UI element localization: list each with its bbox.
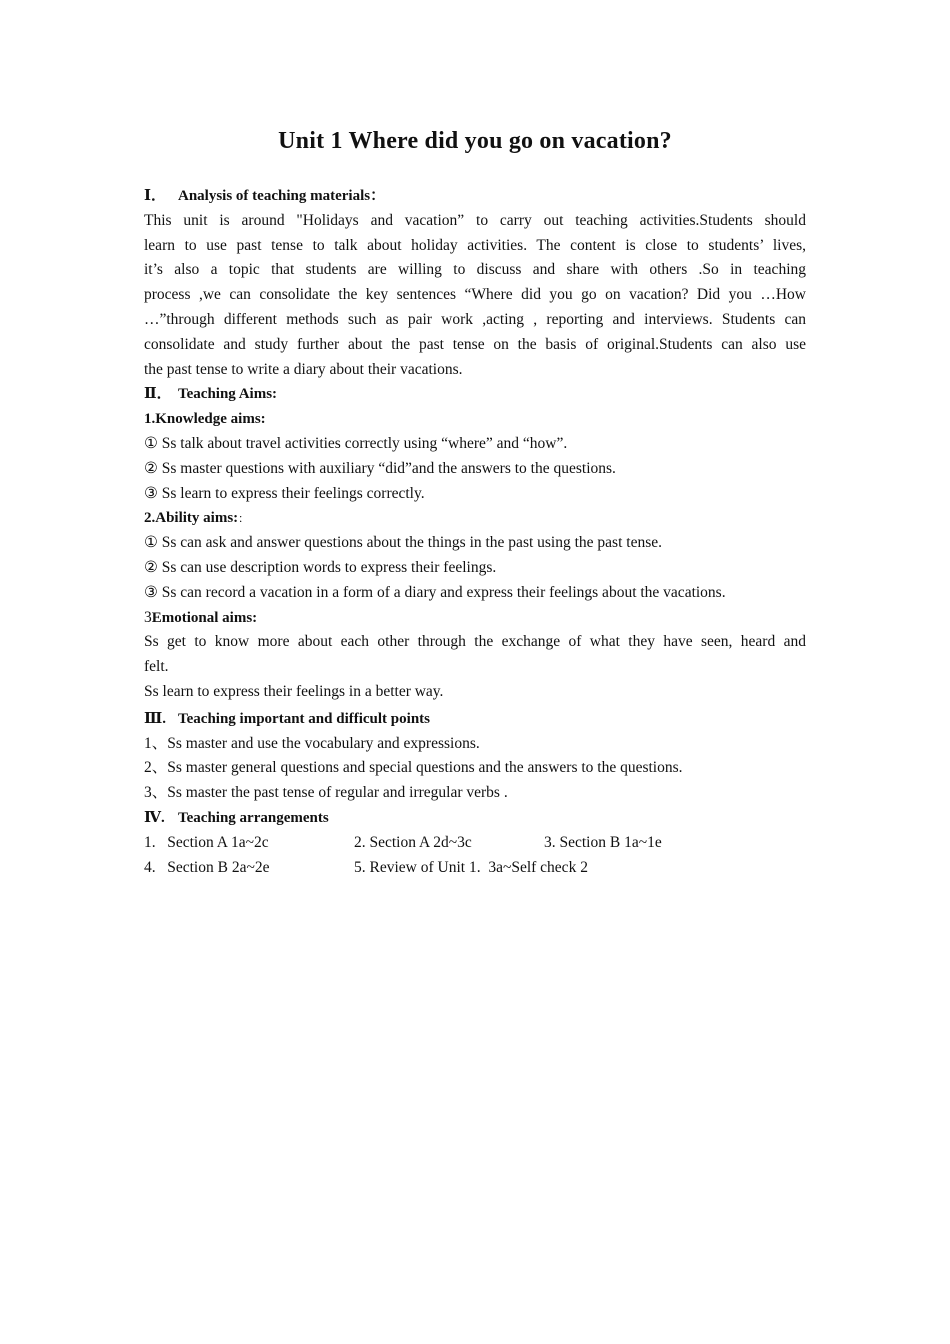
paragraph-line: the past tense to write a diary about their vacations. xyxy=(144,360,463,378)
section-2-heading xyxy=(144,382,806,407)
emotional-aims-heading: Emotional aims: xyxy=(151,609,258,626)
paragraph-line: …”through different methods such as pair work ,acting , reporting and interviews. Students can xyxy=(144,310,806,328)
section-3-heading xyxy=(144,707,806,732)
list-item: ③ Ss learn to express their feelings correctly. xyxy=(144,484,425,502)
emotional-aims-heading-row xyxy=(144,606,806,631)
paragraph-line: process ,we can consolidate the key sentences “Where did you go on vacation? Did you …How xyxy=(144,286,806,304)
page-title: Unit 1 Where did you go on vacation? xyxy=(278,128,672,154)
section-4-title: Teaching arrangements xyxy=(178,809,329,826)
list-item: ③ Ss can record a vacation in a form of a diary and express their feelings about the vacations. xyxy=(144,583,726,601)
list-item: 2、Ss master general questions and special questions and the answers to the questions. xyxy=(144,759,683,777)
list-item: ① Ss can ask and answer questions about the things in the past using the past tense. xyxy=(144,534,662,552)
paragraph-line: Ss learn to express their feelings in a better way. xyxy=(144,682,444,700)
paragraph-line: felt. xyxy=(144,658,169,676)
paragraph-line: it’s also a topic that students are willing to discuss and share with others .So in teaching xyxy=(144,261,806,279)
paragraph-line: consolidate and study further about the past tense on the basis of original.Students can also use xyxy=(144,335,806,353)
emotional-aims-number: 3 xyxy=(144,608,152,626)
section-2-numeral: Ⅱ． xyxy=(144,386,172,403)
section-4-heading xyxy=(144,806,806,831)
paragraph-line: This unit is around "Holidays and vacation” to carry out teaching activities.Students should xyxy=(144,211,806,229)
arrangement-item: 4. Section B 2a~2e xyxy=(144,858,270,876)
arrangement-item: 5. Review of Unit 1. 3a~Self check 2 xyxy=(354,858,588,876)
paragraph-line: Ss get to know more about each other through the exchange of what they have seen, heard and xyxy=(144,633,806,651)
list-item: 1、Ss master and use the vocabulary and expressions. xyxy=(144,734,480,752)
ability-aims-heading: 2.Ability aims: xyxy=(144,510,239,527)
section-3-title: Teaching important and difficult points xyxy=(178,710,430,727)
ability-aims-heading-row xyxy=(144,506,806,531)
document-body xyxy=(144,184,806,880)
list-item: ① Ss talk about travel activities correctly using “where” and “how”. xyxy=(144,434,568,452)
section-2-title: Teaching Aims: xyxy=(178,386,278,403)
paragraph-line: learn to use past tense to talk about holiday activities. The content is close to students’ lives, xyxy=(144,236,806,254)
section-4-numeral: Ⅳ. xyxy=(144,809,165,826)
list-item: 3、Ss master the past tense of regular and irregular verbs . xyxy=(144,784,508,802)
ability-aims-suffix: ： xyxy=(238,513,250,526)
list-item: ② Ss can use description words to express their feelings. xyxy=(144,558,497,576)
arrangement-item: 2. Section A 2d~3c xyxy=(354,833,472,851)
arrangement-item: 1. Section A 1a~2c xyxy=(144,833,269,851)
arrangement-row xyxy=(144,856,806,881)
arrangement-item: 3. Section B 1a~1e xyxy=(544,833,662,851)
section-1-numeral: Ⅰ． xyxy=(144,188,167,204)
knowledge-aims-heading: 1.Knowledge aims: xyxy=(144,411,266,428)
section-1-heading xyxy=(144,184,806,209)
section-1-title: Analysis of teaching materials： xyxy=(178,188,386,204)
arrangement-row xyxy=(144,831,806,856)
list-item: ② Ss master questions with auxiliary “did”and the answers to the questions. xyxy=(144,459,616,477)
section-3-numeral: Ⅲ. xyxy=(144,710,167,727)
